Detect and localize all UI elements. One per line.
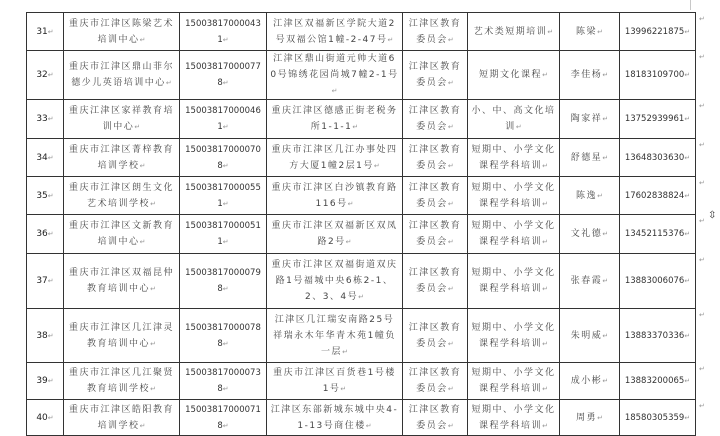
approving-authority-cell[interactable]: [403, 13, 468, 51]
training-scope: 艺术类短期培训 ↵: [474, 27, 553, 37]
table-row: [27, 215, 696, 254]
phone-number: 13996221875 ↵: [625, 27, 690, 37]
legal-representative: 李佳杨 ↵: [571, 70, 608, 80]
legal-representative: 周勇 ↵: [576, 413, 603, 423]
address-cell[interactable]: [267, 254, 403, 309]
training-scope-cell[interactable]: [468, 363, 560, 400]
approving-authority: 江津区教育委员会 ↵: [409, 145, 462, 171]
approving-authority: 江津区教育委员会 ↵: [409, 221, 462, 247]
address: 重庆江津区德感正街老税务所1-1-1 ↵: [271, 106, 397, 132]
legal-representative-cell[interactable]: [560, 13, 620, 51]
training-scope: 短期中、小学文化课程学科培训 ↵: [471, 183, 555, 209]
legal-representative: 陈逸 ↵: [576, 191, 603, 201]
legal-representative-cell[interactable]: [560, 363, 620, 400]
license-code-cell[interactable]: [180, 309, 267, 363]
approving-authority-cell[interactable]: [403, 400, 468, 436]
address-cell[interactable]: [267, 100, 403, 139]
row-number: 38 ↵: [36, 331, 53, 341]
table-row: [27, 177, 696, 215]
training-scope: 短期中、小学文化课程学科培训 ↵: [471, 221, 555, 247]
address-cell[interactable]: [267, 139, 403, 177]
row-end-mark: ↵: [699, 53, 705, 61]
row-number-cell[interactable]: [27, 254, 64, 309]
approving-authority-cell[interactable]: [403, 363, 468, 400]
phone-number-cell[interactable]: [620, 215, 696, 254]
license-code-cell[interactable]: [180, 139, 267, 177]
legal-representative: 张春霞 ↵: [571, 276, 608, 286]
phone-number: 13452115376 ↵: [625, 229, 690, 239]
license-code: 150038170000788 ↵: [185, 323, 261, 349]
phone-number: 13752939961 ↵: [625, 114, 690, 124]
approving-authority: 江津区教育委员会 ↵: [409, 323, 462, 349]
row-number-cell[interactable]: [27, 215, 64, 254]
license-code: 150038170000551 ↵: [185, 183, 261, 209]
address-cell[interactable]: [267, 363, 403, 400]
license-code: 150038170000778 ↵: [185, 62, 261, 88]
address-cell[interactable]: [267, 177, 403, 215]
row-end-mark: ↵: [699, 102, 705, 110]
approving-authority-cell[interactable]: [403, 309, 468, 363]
institution-name: 重庆市江津区几江津灵教育培训中心 ↵: [69, 323, 174, 349]
phone-number: 13883200065 ↵: [625, 376, 690, 386]
approving-authority-cell[interactable]: [403, 215, 468, 254]
license-code: 150038170000738 ↵: [185, 368, 261, 394]
row-end-mark: ↵: [699, 15, 705, 23]
table-row: [27, 254, 696, 309]
institution-name-cell[interactable]: [64, 139, 180, 177]
phone-number-cell[interactable]: [620, 139, 696, 177]
training-scope: 短期中、小学文化课程学科培训 ↵: [471, 323, 555, 349]
row-end-mark: ↵: [699, 179, 705, 187]
address: 江津区几江瑞安南路25号祥瑞永木年华青木苑1幢负一层 ↵: [273, 315, 396, 357]
address: 重庆市江津区双福街道双庆路1号福城中央6栋2-1、2、3、4号 ↵: [271, 260, 397, 302]
address-cell[interactable]: [267, 215, 403, 254]
approving-authority: 江津区教育委员会 ↵: [409, 405, 462, 431]
license-code: 150038170000461 ↵: [185, 106, 261, 132]
institution-name: 重庆市江津区朗生文化艺术培训学校 ↵: [69, 183, 174, 209]
table-row: [27, 139, 696, 177]
table-row: [27, 309, 696, 363]
legal-representative-cell[interactable]: [560, 51, 620, 100]
page-margin-line: [690, 0, 691, 10]
institution-name: 重庆市江津区陈梁艺术培训中心 ↵: [69, 19, 174, 45]
institution-table: [26, 12, 696, 436]
training-scope-cell[interactable]: [468, 139, 560, 177]
training-scope-cell[interactable]: [468, 177, 560, 215]
legal-representative: 文礼德 ↵: [571, 229, 608, 239]
training-scope-cell[interactable]: [468, 100, 560, 139]
license-code-cell[interactable]: [180, 363, 267, 400]
training-scope: 短期中、小学文化课程学科培训 ↵: [471, 405, 555, 431]
row-number-cell[interactable]: [27, 177, 64, 215]
approving-authority: 江津区教育委员会 ↵: [409, 19, 462, 45]
row-number-cell[interactable]: [27, 309, 64, 363]
address: 江津区东部新城东城中央4-1-13号商住楼 ↵: [271, 405, 398, 431]
address: 江津区鼎山街道元帅大道60号锦绣花园尚城7幢2-1号 ↵: [270, 54, 398, 96]
row-number-cell[interactable]: [27, 139, 64, 177]
address-cell[interactable]: [267, 13, 403, 51]
legal-representative: 陶家祥 ↵: [571, 114, 608, 124]
table-row: [27, 363, 696, 400]
address: 重庆市江津区双福新区双凤路2号 ↵: [271, 221, 397, 247]
row-number: 31 ↵: [36, 27, 53, 37]
license-code: 150038170000511 ↵: [185, 221, 261, 247]
legal-representative-cell[interactable]: [560, 215, 620, 254]
training-scope-cell[interactable]: [468, 13, 560, 51]
table-resize-handle-icon[interactable]: ⇳: [708, 210, 717, 221]
legal-representative: 舒德星 ↵: [571, 153, 608, 163]
training-scope: 短期文化课程 ↵: [479, 70, 548, 80]
institution-name-cell[interactable]: [64, 51, 180, 100]
legal-representative: 陈梁 ↵: [576, 27, 603, 37]
legal-representative-cell[interactable]: [560, 139, 620, 177]
address: 重庆市江津区百货巷1号楼1号 ↵: [273, 368, 396, 394]
phone-number-cell[interactable]: [620, 363, 696, 400]
row-end-mark: ↵: [699, 365, 705, 373]
address-cell[interactable]: [267, 51, 403, 100]
legal-representative-cell[interactable]: [560, 309, 620, 363]
row-end-mark: ↵: [699, 256, 705, 264]
legal-representative-cell[interactable]: [560, 100, 620, 139]
approving-authority: 江津区教育委员会 ↵: [409, 268, 462, 294]
approving-authority-cell[interactable]: [403, 177, 468, 215]
approving-authority-cell[interactable]: [403, 100, 468, 139]
legal-representative-cell[interactable]: [560, 177, 620, 215]
row-number-cell[interactable]: [27, 51, 64, 100]
legal-representative-cell[interactable]: [560, 254, 620, 309]
license-code-cell[interactable]: [180, 13, 267, 51]
license-code-cell[interactable]: [180, 51, 267, 100]
institution-name-cell[interactable]: [64, 254, 180, 309]
training-scope-cell[interactable]: [468, 400, 560, 436]
row-number: 33 ↵: [36, 114, 53, 124]
phone-number: 13883370336 ↵: [625, 331, 690, 341]
legal-representative: 朱明威 ↵: [571, 331, 608, 341]
institution-name-cell[interactable]: [64, 309, 180, 363]
legal-representative: 成小彬 ↵: [571, 376, 608, 386]
row-number: 37 ↵: [36, 276, 53, 286]
institution-name-cell[interactable]: [64, 100, 180, 139]
row-number: 32 ↵: [36, 70, 53, 80]
phone-number-cell[interactable]: [620, 400, 696, 436]
license-code-cell[interactable]: [180, 100, 267, 139]
phone-number: 13883006076 ↵: [625, 276, 690, 286]
institution-name: 重庆市江津区鼎山菲尔德少儿英语培训中心 ↵: [69, 62, 174, 88]
legal-representative-cell[interactable]: [560, 400, 620, 436]
license-code-cell[interactable]: [180, 215, 267, 254]
license-code: 150038170000431 ↵: [185, 19, 261, 45]
row-number: 40 ↵: [36, 413, 53, 423]
institution-name-cell[interactable]: [64, 177, 180, 215]
approving-authority: 江津区教育委员会 ↵: [409, 62, 462, 88]
phone-number: 18580305359 ↵: [625, 413, 690, 423]
row-number: 34 ↵: [36, 153, 53, 163]
address-cell[interactable]: [267, 400, 403, 436]
phone-number-cell[interactable]: [620, 309, 696, 363]
row-number-cell[interactable]: [27, 13, 64, 51]
address: 重庆市江津区几江办事处四方大厦1幢2层1号 ↵: [271, 145, 397, 171]
row-end-mark: ↵: [699, 402, 705, 410]
license-code-cell[interactable]: [180, 400, 267, 436]
address: 江津区双福新区学院大道2号双福公馆1幢-2-47号 ↵: [273, 19, 396, 45]
approving-authority: 江津区教育委员会 ↵: [409, 106, 462, 132]
institution-name: 重庆市江津区文新教育培训中心 ↵: [69, 221, 174, 247]
institution-name: 重庆市江津区几江聚贤教育培训学校 ↵: [69, 368, 174, 394]
phone-number: 17602838824 ↵: [625, 191, 690, 201]
phone-number-cell[interactable]: [620, 254, 696, 309]
institution-name-cell[interactable]: [64, 400, 180, 436]
approving-authority-cell[interactable]: [403, 51, 468, 100]
training-scope-cell[interactable]: [468, 254, 560, 309]
row-end-mark: ↵: [699, 141, 705, 149]
license-code: 150038170000798 ↵: [185, 268, 261, 294]
phone-number: 18183109700 ↵: [625, 70, 690, 80]
phone-number-cell[interactable]: [620, 100, 696, 139]
row-number: 39 ↵: [36, 376, 53, 386]
row-number-cell[interactable]: [27, 400, 64, 436]
phone-number: 13648303630 ↵: [625, 153, 690, 163]
training-scope-cell[interactable]: [468, 51, 560, 100]
institution-name: 重庆江津区家祥教育培训中心 ↵: [69, 106, 174, 132]
institution-name-cell[interactable]: [64, 363, 180, 400]
training-scope-cell[interactable]: [468, 215, 560, 254]
phone-number-cell[interactable]: [620, 13, 696, 51]
row-number: 36 ↵: [36, 229, 53, 239]
row-number: 35 ↵: [36, 191, 53, 201]
row-end-mark: ↵: [699, 311, 705, 319]
approving-authority-cell[interactable]: [403, 254, 468, 309]
phone-number-cell[interactable]: [620, 51, 696, 100]
license-code: 150038170000708 ↵: [185, 145, 261, 171]
phone-number-cell[interactable]: [620, 177, 696, 215]
training-scope-cell[interactable]: [468, 309, 560, 363]
institution-name: 重庆市江津区双福昆仲教育培训中心 ↵: [69, 268, 174, 294]
table-row: [27, 100, 696, 139]
license-code-cell[interactable]: [180, 177, 267, 215]
row-number-cell[interactable]: [27, 100, 64, 139]
training-scope: 短期中、小学文化课程学科培训 ↵: [471, 368, 555, 394]
table-row: [27, 13, 696, 51]
license-code: 150038170000718 ↵: [185, 405, 261, 431]
approving-authority: 江津区教育委员会 ↵: [409, 183, 462, 209]
approving-authority-cell[interactable]: [403, 139, 468, 177]
institution-name-cell[interactable]: [64, 13, 180, 51]
row-end-mark: ↵: [699, 217, 705, 225]
institution-name-cell[interactable]: [64, 215, 180, 254]
address: 重庆市江津区白沙镇教育路116号 ↵: [271, 183, 397, 209]
training-scope: 短期中、小学文化课程学科培训 ↵: [471, 268, 555, 294]
license-code-cell[interactable]: [180, 254, 267, 309]
row-number-cell[interactable]: [27, 363, 64, 400]
training-scope: 短期中、小学文化课程学科培训 ↵: [471, 145, 555, 171]
address-cell[interactable]: [267, 309, 403, 363]
institution-name: 重庆市江津区菁梓教育培训学校 ↵: [69, 145, 174, 171]
table-row: [27, 51, 696, 100]
training-scope: 小、中、高文化培训 ↵: [471, 106, 555, 132]
approving-authority: 江津区教育委员会 ↵: [409, 368, 462, 394]
table-row: [27, 400, 696, 436]
institution-name: 重庆市江津区皓阳教育培训学校 ↵: [69, 405, 174, 431]
